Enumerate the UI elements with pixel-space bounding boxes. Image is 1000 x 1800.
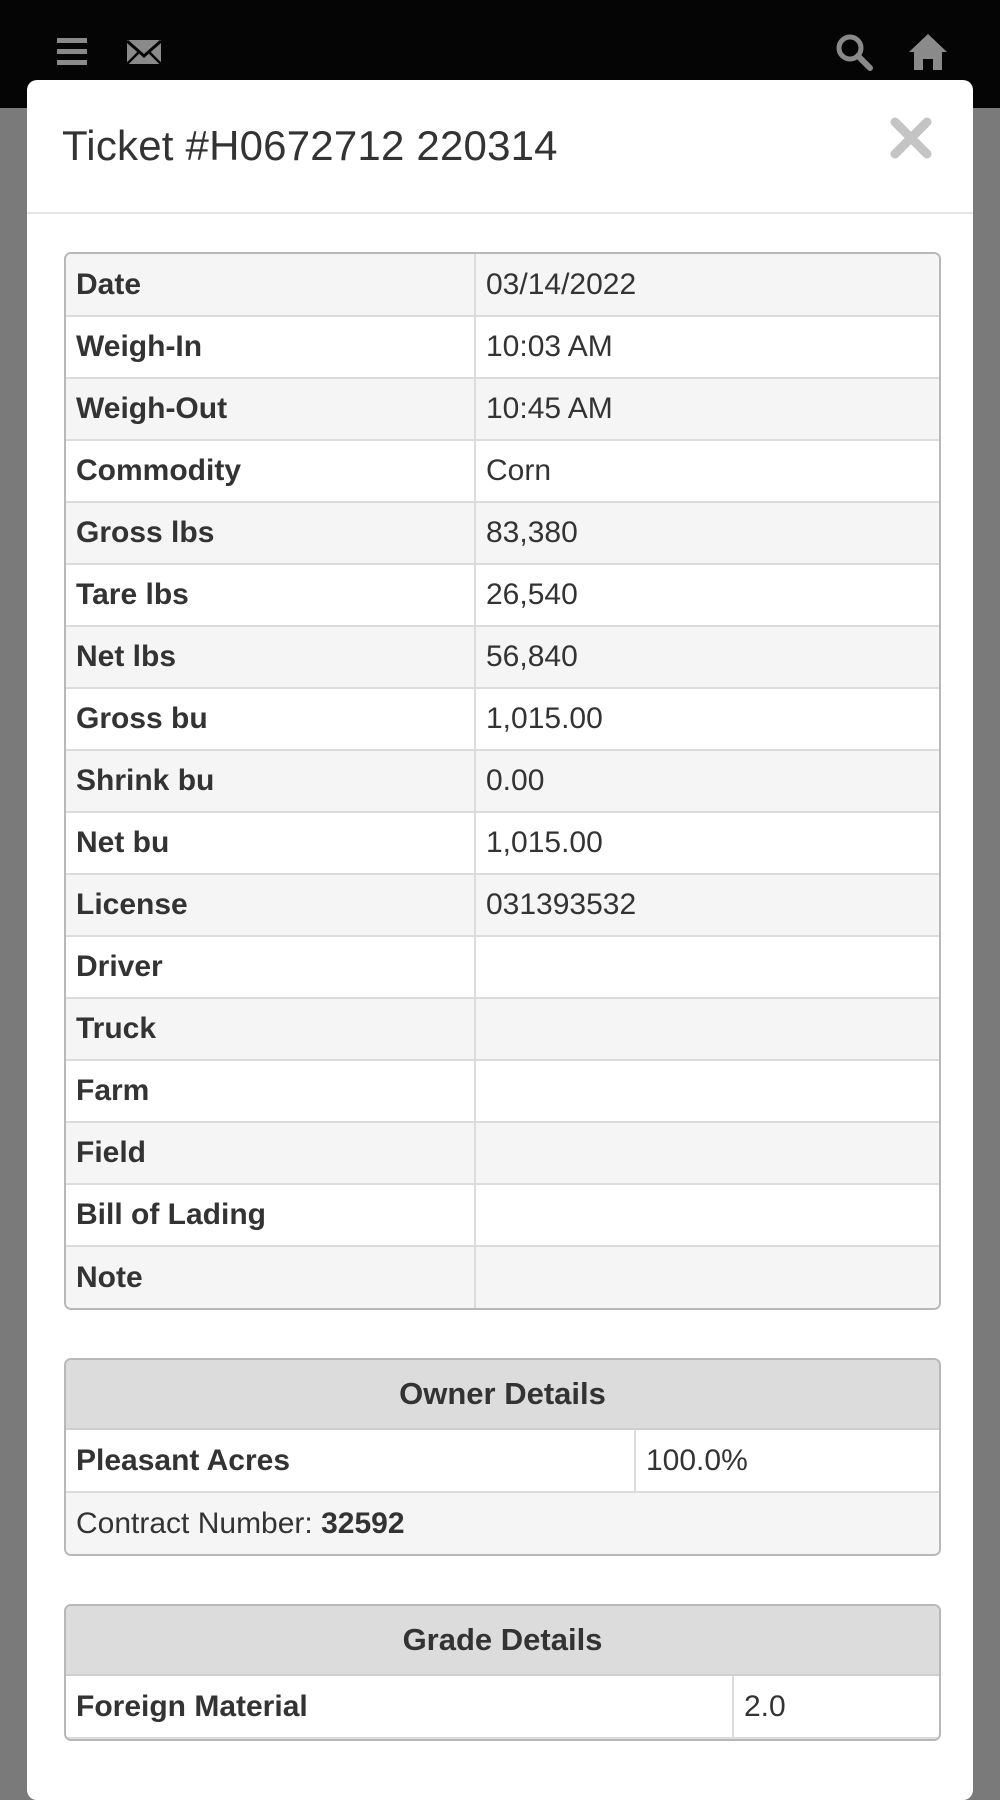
detail-row	[66, 812, 939, 874]
detail-row	[66, 316, 939, 378]
detail-label: Shrink bu	[66, 750, 475, 812]
grade-details-heading: Grade Details	[66, 1606, 939, 1676]
owner-share: 100.0%	[635, 1430, 939, 1492]
modal-title: Ticket #H0672712 220314	[62, 122, 558, 169]
detail-label: Weigh-In	[66, 316, 475, 378]
owner-row	[66, 1430, 939, 1492]
detail-row	[66, 1122, 939, 1184]
detail-value	[475, 1184, 939, 1246]
home-icon[interactable]	[906, 30, 950, 74]
detail-value: 10:03 AM	[475, 316, 939, 378]
detail-row	[66, 254, 939, 316]
detail-value	[475, 998, 939, 1060]
detail-label: Truck	[66, 998, 475, 1060]
detail-label: Driver	[66, 936, 475, 998]
detail-row	[66, 1184, 939, 1246]
detail-label: Net lbs	[66, 626, 475, 688]
contract-label: Contract Number:	[76, 1506, 313, 1540]
detail-label: Net bu	[66, 812, 475, 874]
detail-label: Gross lbs	[66, 502, 475, 564]
detail-label: Date	[66, 254, 475, 316]
detail-label: Field	[66, 1122, 475, 1184]
detail-value: 031393532	[475, 874, 939, 936]
grade-label: Foreign Material	[66, 1676, 733, 1738]
detail-value: 26,540	[475, 564, 939, 626]
detail-row	[66, 936, 939, 998]
detail-label: Farm	[66, 1060, 475, 1122]
ticket-modal	[27, 80, 973, 1800]
detail-value: 03/14/2022	[475, 254, 939, 316]
detail-row	[66, 1246, 939, 1308]
modal-body	[27, 214, 973, 1741]
contract-row	[66, 1492, 939, 1554]
detail-value	[475, 1246, 939, 1308]
detail-value: 1,015.00	[475, 812, 939, 874]
detail-label: Commodity	[66, 440, 475, 502]
detail-label: Bill of Lading	[66, 1184, 475, 1246]
detail-row	[66, 750, 939, 812]
detail-row	[66, 626, 939, 688]
detail-label: Gross bu	[66, 688, 475, 750]
detail-value: 56,840	[475, 626, 939, 688]
detail-value: 83,380	[475, 502, 939, 564]
detail-value: 0.00	[475, 750, 939, 812]
grade-details-table	[64, 1604, 941, 1741]
contract-number: 32592	[321, 1506, 405, 1540]
owner-name: Pleasant Acres	[66, 1430, 635, 1492]
detail-label: Weigh-Out	[66, 378, 475, 440]
detail-value	[475, 1060, 939, 1122]
detail-label: Note	[66, 1246, 475, 1308]
mail-icon[interactable]	[122, 30, 166, 74]
detail-label: Tare lbs	[66, 564, 475, 626]
ticket-details-table	[64, 252, 941, 1310]
detail-row	[66, 378, 939, 440]
close-icon[interactable]	[887, 114, 935, 162]
owner-details-table	[64, 1358, 941, 1556]
detail-row	[66, 502, 939, 564]
contract-cell	[66, 1492, 939, 1554]
detail-value: 10:45 AM	[475, 378, 939, 440]
detail-row	[66, 564, 939, 626]
search-icon[interactable]	[832, 30, 876, 74]
menu-icon[interactable]	[50, 30, 94, 74]
detail-value	[475, 936, 939, 998]
detail-row	[66, 440, 939, 502]
grade-row	[66, 1676, 939, 1738]
detail-row	[66, 874, 939, 936]
grade-value: 2.0	[733, 1676, 939, 1738]
detail-value	[475, 1122, 939, 1184]
detail-label: License	[66, 874, 475, 936]
detail-row	[66, 998, 939, 1060]
detail-value: 1,015.00	[475, 688, 939, 750]
detail-value: Corn	[475, 440, 939, 502]
owner-details-heading: Owner Details	[66, 1360, 939, 1430]
detail-row	[66, 1060, 939, 1122]
detail-row	[66, 688, 939, 750]
modal-header	[27, 80, 973, 214]
